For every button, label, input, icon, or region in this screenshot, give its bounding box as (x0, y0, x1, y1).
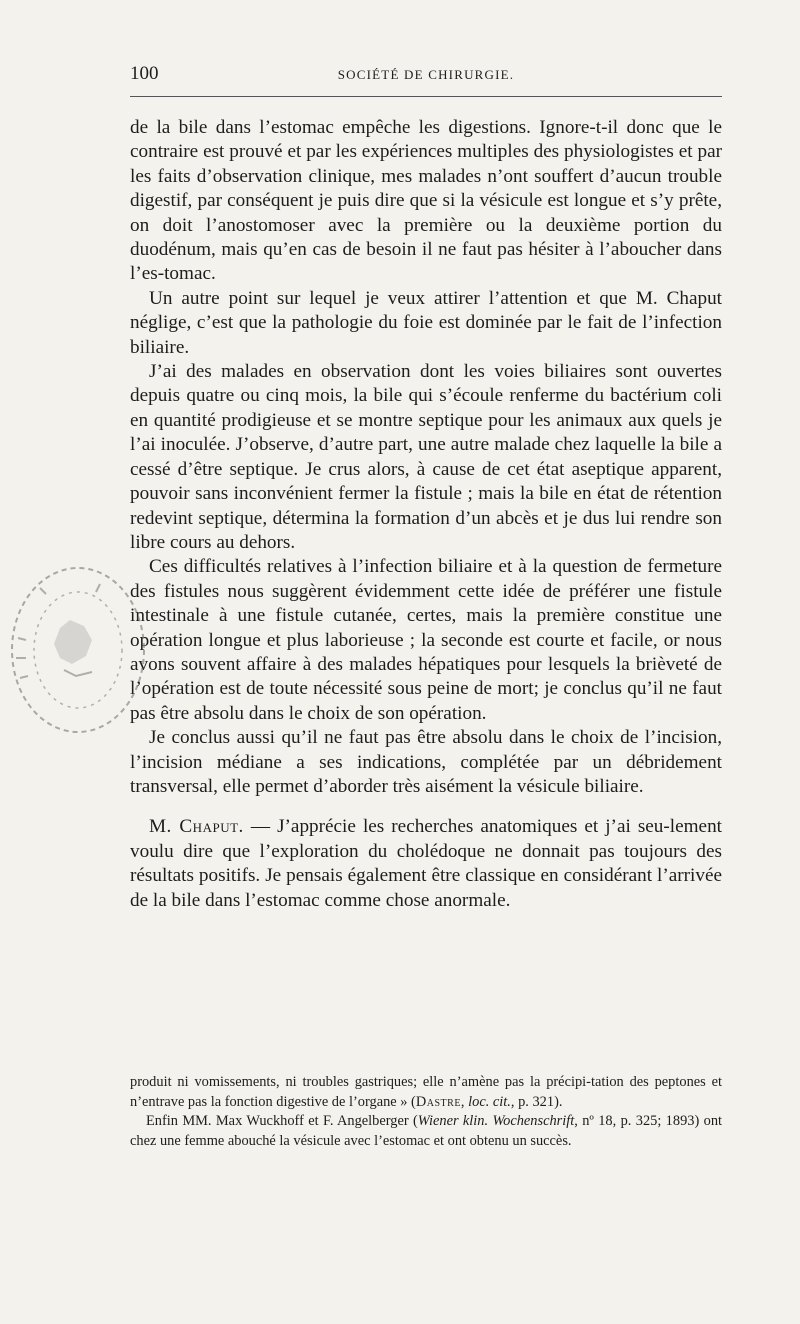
library-stamp (0, 558, 150, 748)
header-rule (130, 96, 722, 97)
paragraph-4: Ces difficultés relatives à l’infection biliaire et à la question de fermeture des fistules nous suggèrent évidemment cette idée de préférer une fistule intestinale à une fistule cutanée, certes, mais la première constitue une opération longue et plus laborieuse ; la seconde est courte et facile, or nous avons souvent affaire à des malades hépatiques pour lesquels la brièveté de l’opération est de toute nécessité sous peine de mort; je conclus qu’il ne faut pas être absolu dans le choix de son opération. (130, 556, 722, 724)
footnotes (130, 1073, 722, 1151)
footnote-1 (130, 1073, 722, 1112)
paragraph-3: J’ai des malades en observation dont les voies biliaires sont ouvertes depuis quatre ou cinq mois, la bile qui s’écoule renferme du bactérium coli en quantité prodigieuse et se montre septique pour les animaux aux quels je l’ai inoculée. J’observe, d’autre part, une autre malade chez laquelle la bile a cessé d’être septique. Je crus alors, à cause de cet état aseptique apparent, pouvoir sans inconvénient fermer la fistule ; mais la bile en état de rétention redevint septique, détermina la formation d’un abcès et je dus lui rendre son libre cours au dehors. (130, 361, 722, 553)
footnote-1-author: Dastre (415, 1093, 461, 1110)
running-title: SOCIÉTÉ DE CHIRURGIE. (337, 67, 515, 82)
footnote-1-sep: , (460, 1093, 469, 1110)
speaker-name: M. Chaput. (149, 816, 244, 838)
footnote-1-ref: loc. cit. (468, 1093, 511, 1110)
paragraph-1: de la bile dans l’estomac empêche les digestions. Ignore-t-il donc que le contraire est prouvé et par les expériences multiples des physiologistes et par les faits d’observation clinique, mes malades n’ont souffert d’aucun trouble digestif, par conséquent je puis dire que si la vésicule est longue et s’y prête, on doit l’anostomoser avec la première ou la deuxième portion du duodénum, mais qu’en cas de besoin il ne faut pas hésiter à l’aboucher dans l’es-tomac. (130, 117, 722, 285)
footnote-2-journal: Wiener klin. Wochenschrift (417, 1113, 575, 1130)
paragraph-6 (130, 815, 722, 913)
speaker-text: — J’apprécie les recherches anatomiques et j’ai seu-lement voulu dire que l’exploration du cholédoque ne donnait pas toujours des résultats positifs. Je pensais également être classique en considérant l’arrivée de la bile dans l’estomac comme chose anormale. (130, 816, 722, 911)
page-number: 100 (130, 63, 159, 84)
footnote-2-end: , nº 18, p. 325; 1893) ont chez une femme abouché la vésicule avec l’estomac et ont obtenu un succès. (130, 1113, 723, 1149)
footnote-2-start: Enfin MM. Max Wuckhoff et F. Angelberger ( (146, 1113, 418, 1130)
body-text (130, 116, 722, 913)
paragraph-2: Un autre point sur lequel je veux attirer l’attention et que M. Chaput néglige, c’est que la pathologie du foie est dominée par le fait de l’infection biliaire. (130, 287, 722, 358)
paragraph-5: Je conclus aussi qu’il ne faut pas être absolu dans le choix de l’incision, l’incision médiane a ses indications, complétée par un débridement transversal, elle permet d’aborder très aisément la vésicule biliaire. (130, 727, 722, 797)
footnote-1-end: , p. 321). (510, 1093, 563, 1110)
footnote-1-text: produit ni vomissements, ni troubles gastriques; elle n’amène pas la précipi-tation des peptones et n’entrave pas la fonction digestive de l’organe » ( (130, 1074, 722, 1110)
footnote-2 (130, 1112, 722, 1151)
page-header (130, 63, 722, 85)
